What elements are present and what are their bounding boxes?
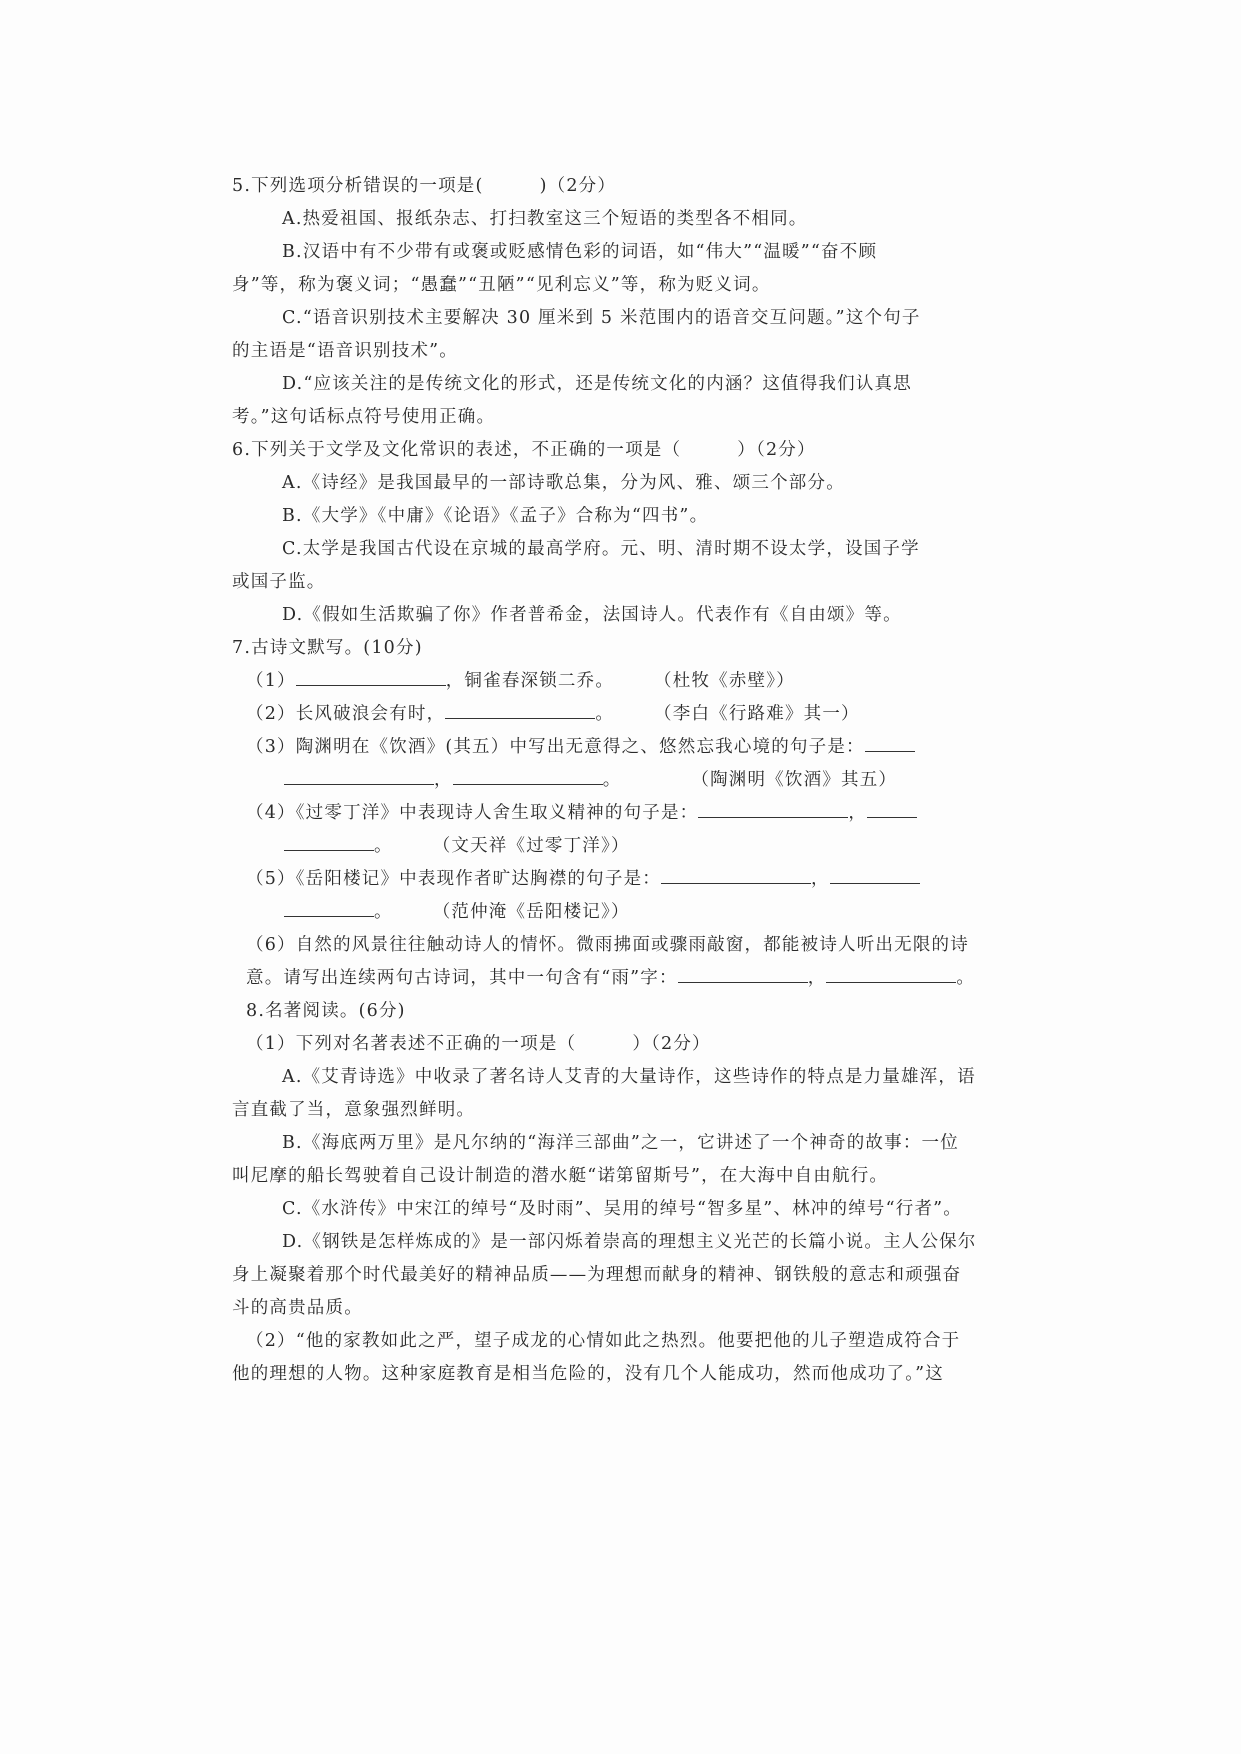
answer-blank[interactable] <box>865 731 915 752</box>
question-5-option-d-line2: 考。”这句话标点符号使用正确。 <box>232 407 496 427</box>
q7-2-end: 。 <box>595 704 615 724</box>
question-7-item-6-line2 <box>232 962 1007 995</box>
q7-4-end: 。 <box>374 836 393 856</box>
question-7-item-2 <box>232 698 1007 731</box>
question-7-stem: 7.古诗文默写。(10分) <box>232 638 423 658</box>
answer-blank[interactable] <box>453 764 603 785</box>
question-8-option-a-line2: 言直截了当，意象强烈鲜明。 <box>232 1100 476 1120</box>
answer-blank[interactable] <box>284 830 374 851</box>
q7-1-prefix: （1） <box>246 671 296 691</box>
question-8-option-d-line2: 身上凝聚着那个时代最美好的精神品质——为理想而献身的精神、钢铁般的意志和顽强奋 <box>232 1265 962 1285</box>
q7-3-text: （3）陶渊明在《饮酒》(其五）中写出无意得之、悠然忘我心境的句子是： <box>246 737 865 757</box>
q7-3-end: 。 <box>602 770 622 790</box>
q7-3-comma: ， <box>434 770 453 790</box>
question-5-stem: 5.下列选项分析错误的一项是( )（2分） <box>232 176 617 196</box>
question-6-option-b: B.《大学》《中庸》《论语》《孟子》合称为“四书”。 <box>282 506 709 526</box>
question-6-stem: 6.下列关于文学及文化常识的表述，不正确的一项是（ ）（2分） <box>232 440 816 460</box>
q7-1-text: ，铜雀春深锁二乔。 <box>445 671 615 691</box>
question-7-item-4-line2 <box>232 830 1007 863</box>
question-8-option-d-line1: D.《钢铁是怎样炼成的》是一部闪烁着崇高的理想主义光芒的长篇小说。主人公保尔 <box>282 1232 977 1252</box>
q7-5-text: （5）《岳阳楼记》中表现作者旷达胸襟的句子是： <box>246 869 661 889</box>
q7-1-source: （杜牧《赤壁》） <box>654 671 795 691</box>
q7-2-text: （2）长风破浪会有时， <box>246 704 446 724</box>
answer-blank[interactable] <box>678 962 808 983</box>
question-8-option-c: C.《水浒传》中宋江的绰号“及时雨”、吴用的绰号“智多星”、林冲的绰号“行者”。 <box>282 1199 963 1219</box>
q7-6-text: 意。请写出连续两句古诗词，其中一句含有“雨”字： <box>246 968 678 988</box>
question-6-option-c-line1: C.太学是我国古代设在京城的最高学府。元、明、清时期不设太学，设国子学 <box>282 539 920 559</box>
question-6-option-a: A.《诗经》是我国最早的一部诗歌总集，分为风、雅、颂三个部分。 <box>282 473 845 493</box>
question-8-item-2-line1: （2）“他的家教如此之严，望子成龙的心情如此之热烈。他要把他的儿子塑造成符合于 <box>246 1331 961 1351</box>
question-5-option-c-line2: 的主语是“语音识别技术”。 <box>232 341 458 361</box>
answer-blank[interactable] <box>284 896 374 917</box>
question-7-item-4-line1 <box>232 797 1007 830</box>
question-8-item-1: （1）下列对名著表述不正确的一项是（ ）（2分） <box>246 1034 711 1054</box>
q7-5-source: （范仲淹《岳阳楼记》） <box>432 902 630 922</box>
question-7-item-5-line2 <box>232 896 1007 929</box>
q7-4-text: （4）《过零丁洋》中表现诗人舍生取义精神的句子是： <box>246 803 699 823</box>
answer-blank[interactable] <box>698 797 848 818</box>
question-8-option-a-line1: A.《艾青诗选》中收录了著名诗人艾青的大量诗作，这些诗作的特点是力量雄浑，语 <box>282 1067 976 1087</box>
question-6-option-c-line2: 或国子监。 <box>232 572 326 592</box>
q7-6-end: 。 <box>956 968 976 988</box>
question-7-item-3-line2 <box>232 764 1007 797</box>
question-8-option-b-line1: B.《海底两万里》是凡尔纳的“海洋三部曲”之一，它讲述了一个神奇的故事：一位 <box>282 1133 959 1153</box>
question-7-item-1 <box>232 665 1007 698</box>
question-8-option-b-line2: 叫尼摩的船长驾驶着自己设计制造的潜水艇“诺第留斯号”，在大海中自由航行。 <box>232 1166 889 1186</box>
q7-5-comma: ， <box>810 869 830 889</box>
question-5-option-a: A.热爱祖国、报纸杂志、打扫教室这三个短语的类型各不相同。 <box>282 209 808 229</box>
question-6-option-d: D.《假如生活欺骗了你》作者普希金，法国诗人。代表作有《自由颂》等。 <box>282 605 902 625</box>
q7-5-end: 。 <box>374 902 393 922</box>
q7-4-source: （文天祥《过零丁洋》） <box>432 836 630 856</box>
question-5-option-b-line1: B.汉语中有不少带有或褒或贬感情色彩的词语，如“伟大”“温暖”“奋不顾 <box>282 242 878 262</box>
question-7-item-6-line1: （6）自然的风景往往触动诗人的情怀。微雨拂面或骤雨敲窗，都能被诗人听出无限的诗 <box>246 935 969 955</box>
q7-2-source: （李白《行路难》其一） <box>654 704 860 724</box>
answer-blank[interactable] <box>830 863 920 884</box>
question-7-item-5-line1 <box>232 863 1007 896</box>
question-8-item-2-line2: 他的理想的人物。这种家庭教育是相当危险的，没有几个人能成功，然而他成功了。”这 <box>232 1364 944 1384</box>
q7-3-source: （陶渊明《饮酒》其五） <box>691 770 898 790</box>
question-8-stem: 8.名著阅读。(6分) <box>246 1001 406 1021</box>
exam-page <box>232 170 1007 1391</box>
q7-4-comma: ， <box>848 803 868 823</box>
answer-blank[interactable] <box>867 797 917 818</box>
question-5-option-d-line1: D.“应该关注的是传统文化的形式，还是传统文化的内涵？这值得我们认真思 <box>282 374 912 394</box>
question-5-option-c-line1: C.“语音识别技术主要解决 30 厘米到 5 米范围内的语音交互问题。”这个句子 <box>282 308 921 328</box>
answer-blank[interactable] <box>284 764 434 785</box>
answer-blank[interactable] <box>826 962 956 983</box>
question-7-item-3-line1 <box>232 731 1007 764</box>
q7-6-comma: ， <box>807 968 827 988</box>
answer-blank[interactable] <box>296 665 446 686</box>
question-5-option-b-line2: 身”等，称为褒义词；“愚蠢”“丑陋”“见利忘义”等，称为贬义词。 <box>232 275 771 295</box>
answer-blank[interactable] <box>445 698 595 719</box>
answer-blank[interactable] <box>661 863 811 884</box>
question-8-option-d-line3: 斗的高贵品质。 <box>232 1298 363 1318</box>
